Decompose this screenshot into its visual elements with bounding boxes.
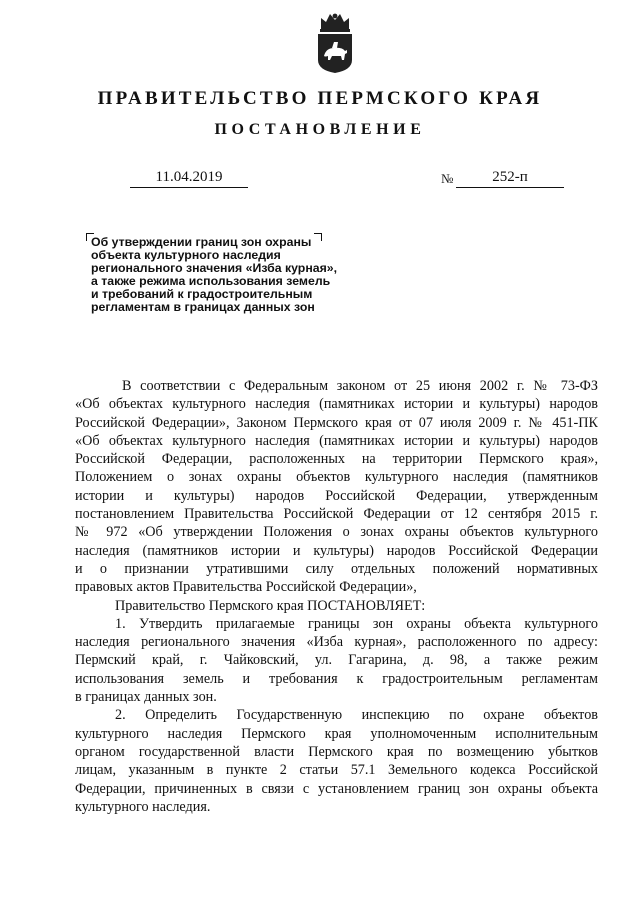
body-line: В соответствии с Федеральным законом от 25 июня 2002 г. № 73-ФЗ [122,378,598,394]
subject-line: а также режима использования земель [91,274,331,288]
body-line: культурного наследия Пермского края уполномоченным исполнительным [75,725,598,742]
document-type-title: ПОСТАНОВЛЕНИЕ [214,121,426,138]
number-sign: № [441,171,454,186]
body-line: «Об объектах культурного наследия (памятниках истории и культуры) народов [75,432,598,449]
body-line: наследия (памятников истории и культуры) народов Российской Федерации [75,542,598,559]
body-line: «Об объектах культурного наследия (памятниках истории и культуры) народов [75,396,598,413]
body-line: правовых актов Правительства Российской Федерации», [75,579,417,596]
subject-line: и требований к градостроительным [91,287,313,301]
subject-line: объекта культурного наследия [91,248,281,262]
body-line: органом государственной власти Пермского края по возмещению убытков [75,743,598,760]
coat-of-arms-emblem [312,10,358,74]
body-line: использования земель и требования к градостроительным регламентам [75,670,598,687]
body-line: постановлением Правительства Российской Федерации от 12 сентября 2015 г. [75,506,598,523]
body-line: лицам, указанным в пункте 2 статьи 57.1 Земельного кодекса Российской [75,762,598,779]
body-line: и о признании утратившими силу отдельных положений нормативных [75,560,598,577]
document-number: 252-п [456,168,564,188]
body-line: истории и культуры) народов Российской Федерации, утвержденным [75,487,598,504]
body-line: Федерации, причиненных в связи с установлением границ зон охраны объекта [75,780,598,797]
body-line: Российской Федерации», Законом Пермского края от 07 июля 2009 г. № 451-ПК [75,414,598,431]
body-line: Правительство Пермского края ПОСТАНОВЛЯЕТ: [115,597,426,614]
body-line: № 972 «Об утверждении Положения о зонах охраны объектов культурного [75,524,598,541]
document-subject [91,236,391,314]
government-title: ПРАВИТЕЛЬСТВО ПЕРМСКОГО КРАЯ [97,88,543,109]
body-line: 1. Утвердить прилагаемые границы зон охраны объекта культурного [115,615,598,632]
body-line: наследия регионального значения «Изба курная», расположенного по адресу: [75,634,598,651]
body-line: в границах данных зон. [75,689,217,706]
body-line: 2. Определить Государственную инспекцию по охране объектов [115,707,598,724]
body-line: Пермский край, г. Чайковский, ул. Гагарина, д. 98, а также режим [75,652,598,669]
body-line: Российской Федерации, расположенных на территории Пермского края», [75,451,598,468]
document-body [75,377,598,816]
subject-line: Об утверждении границ зон охраны [91,235,312,249]
document-date: 11.04.2019 [130,168,248,188]
subject-line: регионального значения «Изба курная», [91,261,338,275]
subject-line: регламентам в границах данных зон [91,300,315,314]
body-line: Положением о зонах охраны объектов культурного наследия (памятников [75,469,598,486]
body-line: культурного наследия. [75,798,211,815]
